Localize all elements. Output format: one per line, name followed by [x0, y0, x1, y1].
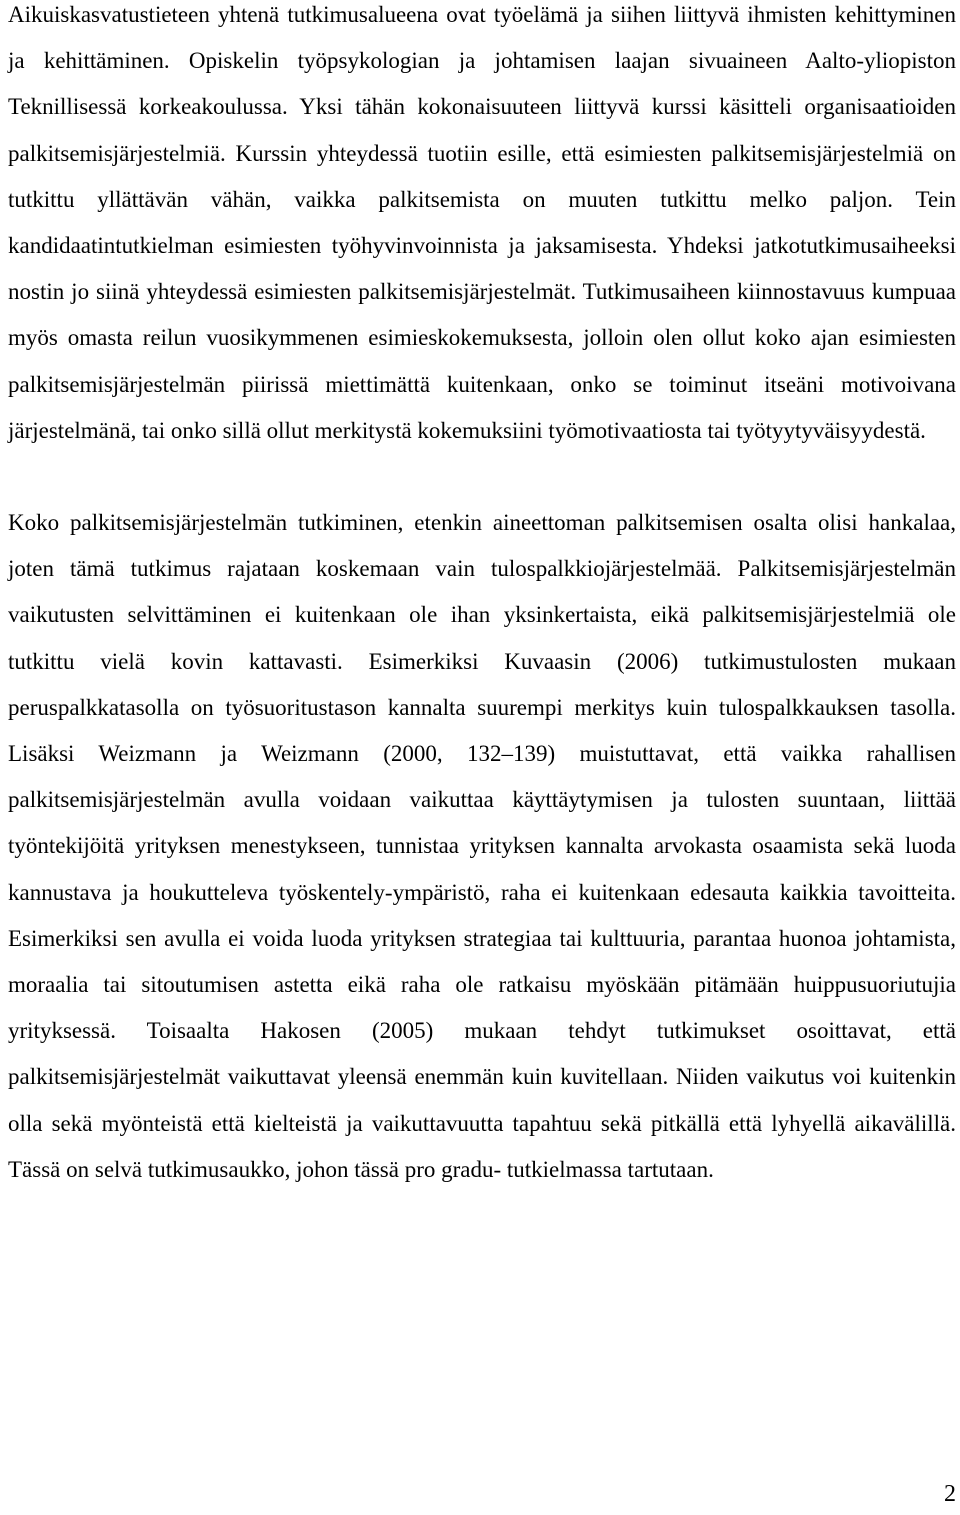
- body-paragraph-2: Koko palkitsemisjärjestelmän tutkiminen, etenkin aineettoman palkitsemisen osalta olisi hankalaa, joten tämä tutkimus rajataan koskemaan vain tulospalkkiojärjestelmää. Palkitsemisjärjestelmän vaikutusten selvittäminen ei kuitenkaan ole ihan yksinkertaista, eikä palkitsemisjärjestelmiä ole tutkittu vielä kovin kattavasti. Esimerkiksi Kuvaasin (2006) tutkimustulosten mukaan peruspalkkatasolla on työsuoritustason kannalta suurempi merkitys kuin tulospalkkauksen tasolla. Lisäksi Weizmann ja Weizmann (2000, 132–139) muistuttavat, että vaikka rahallisen palkitsemisjärjestelmän avulla voidaan vaikuttaa käyttäytymisen ja tulosten suuntaan, liittää työntekijöitä yrityksen menestykseen, tunnistaa yrityksen kannalta arvokasta osaamista sekä luoda kannustava ja houkutteleva työskentely-ympäristö, raha ei kuitenkaan edesauta kaikkia tavoitteita. Esimerkiksi sen avulla ei voida luoda yrityksen strategiaa tai kulttuuria, parantaa huonoa johtamista, moraalia tai sitoutumisen astetta eikä raha ole ratkaisu myöskään pitämään huippusuoriutujia yrityksessä. Toisaalta Hakosen (2005) mukaan tehdyt tutkimukset osoittavat, että palkitsemisjärjestelmät vaikuttavat yleensä enemmän kuin kuvitellaan. Niiden vaikutus voi kuitenkin olla sekä myönteistä että kielteistä ja vaikuttavuutta tapahtuu sekä pitkällä että lyhyellä aikavälillä. Tässä on selvä tutkimusaukko, johon tässä pro gradu- tutkielmassa tartutaan.: [8, 510, 956, 1182]
- document-page: [8, 0, 956, 1193]
- page-number: 2: [944, 1481, 956, 1507]
- body-paragraph-1: Aikuiskasvatustieteen yhtenä tutkimusalueena ovat työelämä ja siihen liittyvä ihmisten kehittyminen ja kehittäminen. Opiskelin työpsykologian ja johtamisen laajan sivuaineen Aalto-yliopiston Teknillisessä korkeakoulussa. Yksi tähän kokonaisuuteen liittyvä kurssi käsitteli organisaatioiden palkitsemisjärjestelmiä. Kurssin yhteydessä tuotiin esille, että esimiesten palkitsemisjärjestelmiä on tutkittu yllättävän vähän, vaikka palkitsemista on muuten tutkittu melko paljon. Tein kandidaatintutkielman esimiesten työhyvinvoinnista ja jaksamisesta. Yhdeksi jatkotutkimusaiheeksi nostin jo siinä yhteydessä esimiesten palkitsemisjärjestelmät. Tutkimusaiheen kiinnostavuus kumpuaa myös omasta reilun vuosikymmenen esimieskokemuksesta, jolloin olen ollut koko ajan esimiesten palkitsemisjärjestelmän piirissä miettimättä kuitenkaan, onko se toiminut itseäni motivoivana järjestelmänä, tai onko sillä ollut merkitystä kokemuksiini työmotivaatiosta tai työtyytyväisyydestä.: [8, 2, 956, 443]
